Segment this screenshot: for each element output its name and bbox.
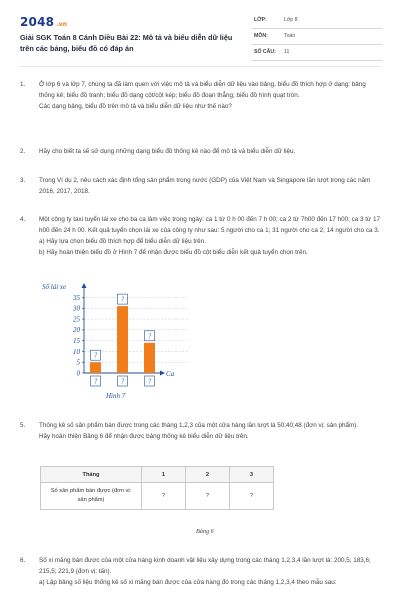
data-label: ? bbox=[120, 295, 125, 304]
table-header-row bbox=[41, 467, 274, 483]
table-header-cell: Tháng bbox=[41, 467, 142, 483]
header bbox=[0, 0, 400, 64]
table-header-cell: 2 bbox=[186, 467, 230, 483]
question-text: Một công ty taxi tuyển lái xe cho ba ca làm việc trong ngày: ca 1 từ 0 h 00 đến 7 h 00; ca 2 từ 7h00 đến 17 h00; ca 3 từ 17 h00 đến 24 h 00. Kết quả tuyển chọn lái xe của công ty như sau: 5 người cho ca 1; 31 người cho ca 2; 14 người cho ca 3. bbox=[39, 216, 380, 234]
question-text: Số xi măng bán được của một cửa hàng kinh doanh vật liệu xây dựng trong các tháng 1,2,3,4 lần lượt là: 200,5; 183,6; 215,5; 221,9 (đơn vị: tấn). bbox=[39, 557, 371, 575]
y-axis-label: Số lái xe bbox=[42, 283, 67, 291]
x-axis-arrow bbox=[160, 371, 165, 376]
question-text: Hãy cho biết ta sẽ sử dụng những dạng biểu đồ thống kê nào để mô tả và biểu diễn dữ liệu. bbox=[39, 148, 296, 155]
meta-value: Lớp 8 bbox=[284, 17, 298, 23]
y-tick-label: 0 bbox=[76, 369, 80, 378]
table-cell: ? bbox=[142, 483, 186, 510]
bar bbox=[117, 306, 128, 373]
site-logo[interactable] bbox=[20, 15, 67, 29]
meta-table bbox=[252, 13, 382, 61]
question-text: Hãy hoàn thiện Bảng 6 để nhận được bảng thống kê biểu diễn dữ liệu trên. bbox=[39, 433, 249, 440]
x-tick-label: ? bbox=[120, 377, 125, 386]
meta-value: 11 bbox=[284, 49, 290, 55]
y-tick-label: 20 bbox=[73, 326, 80, 335]
y-tick-label: 25 bbox=[73, 315, 80, 324]
bar bbox=[144, 343, 155, 373]
question-text: a) Hãy lựa chọn biểu đồ thích hợp để biểu diễn dữ liệu trên. bbox=[39, 238, 206, 245]
table-row bbox=[41, 483, 274, 510]
table-cell: ? bbox=[230, 483, 274, 510]
logo-text: 2048 bbox=[20, 15, 55, 29]
x-axis-label: Ca bbox=[166, 370, 175, 378]
question-text: Trong Ví dụ 2, nêu cách xác định tổng sản phẩm trong nước (GDP) của Việt Nam và Singapore lần lượt trong các năm 2016, 2017, 2018. bbox=[39, 177, 371, 195]
question-5 bbox=[20, 420, 380, 442]
question-number: 5. bbox=[20, 422, 26, 429]
meta-value: Toán bbox=[284, 33, 296, 39]
data-label: ? bbox=[147, 332, 152, 341]
y-tick-label: 5 bbox=[76, 358, 80, 367]
table-cell: ? bbox=[186, 483, 230, 510]
y-tick-label: 15 bbox=[73, 337, 80, 346]
question-number: 3. bbox=[20, 177, 26, 184]
question-text: Thống kê số sản phẩm bán được trong các tháng 1,2,3 của một cửa hàng lần lượt là 50;40;48 (đơn vị: sản phẩm). bbox=[39, 422, 359, 429]
table-row-label: Số sản phẩm bán được (đơn vị: sản phẩm) bbox=[41, 483, 142, 510]
question-text: a) Lập bảng số liệu thống kê số xi măng bán được của cửa hàng đó trong các tháng 1,2,3,4 theo mẫu sau: bbox=[39, 579, 337, 586]
y-tick-label: 35 bbox=[73, 293, 80, 302]
meta-key: LỚP: bbox=[254, 17, 267, 23]
question-number: 6. bbox=[20, 557, 26, 564]
document-title: Giải SGK Toán 8 Cánh Diều Bài 22: Mô tả và biểu diễn dữ liệu trên các bảng, biểu đồ có đáp án bbox=[20, 33, 233, 53]
question-number: 2. bbox=[20, 148, 26, 155]
question-6 bbox=[20, 555, 380, 588]
table-6 bbox=[40, 466, 274, 510]
meta-row-count bbox=[252, 45, 382, 61]
question-2 bbox=[20, 146, 380, 157]
data-label: ? bbox=[93, 351, 98, 360]
question-text: b) Hãy hoàn thiện biểu đồ ở Hình 7 để nhận được biểu đồ cột biểu diễn kết quả tuyển chọn trên. bbox=[39, 249, 308, 256]
y-tick-label: 30 bbox=[73, 304, 80, 313]
question-1 bbox=[20, 79, 380, 112]
question-3 bbox=[20, 175, 380, 197]
figure-caption: Hình 7 bbox=[106, 392, 126, 400]
chart-svg bbox=[40, 281, 200, 403]
logo-suffix: .vn bbox=[56, 21, 68, 28]
y-axis-arrow bbox=[82, 283, 87, 288]
meta-row-class bbox=[252, 13, 382, 29]
y-tick-label: 10 bbox=[73, 347, 80, 356]
x-tick-label: ? bbox=[93, 377, 98, 386]
meta-key: MÔN: bbox=[254, 33, 268, 39]
question-4 bbox=[20, 214, 380, 258]
table-header-cell: 3 bbox=[230, 467, 274, 483]
x-tick-label: ? bbox=[147, 377, 152, 386]
bar bbox=[90, 362, 101, 373]
table-header-cell: 1 bbox=[142, 467, 186, 483]
meta-key: SỐ CÂU: bbox=[254, 49, 276, 55]
header-divider bbox=[20, 66, 380, 67]
question-number: 1. bbox=[20, 81, 26, 88]
question-text: Ở lớp 6 và lớp 7, chúng ta đã làm quen với việc mô tả và biểu diễn dữ liệu vào bảng, biểu đồ thích hợp ở dạng: bảng thống kê; biểu đồ tranh; biểu đồ dạng cột/cột kép; biểu đồ đoạn thẳng; biểu đồ hình quạt tròn. bbox=[39, 81, 366, 99]
meta-row-subject bbox=[252, 29, 382, 45]
bar-chart-hinh-7 bbox=[40, 281, 200, 403]
table-caption: Bảng 6 bbox=[196, 528, 214, 535]
question-number: 4. bbox=[20, 216, 26, 223]
question-text: Các dạng bảng, biểu đồ trên mô tả và biểu diễn dữ liệu như thế nào? bbox=[39, 103, 232, 110]
